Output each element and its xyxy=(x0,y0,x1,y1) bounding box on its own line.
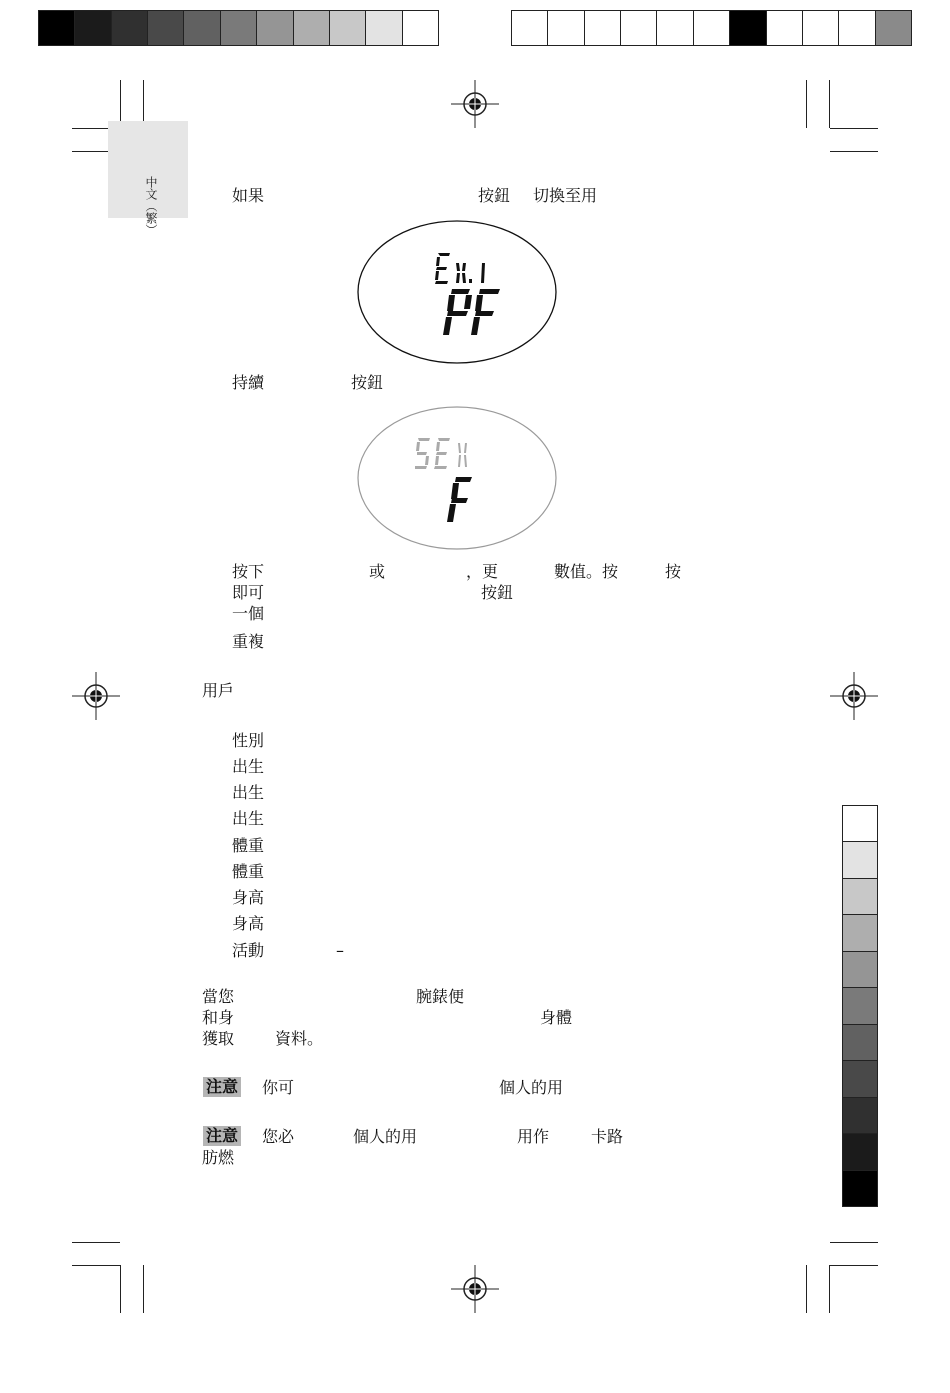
text-fragment: 持續 xyxy=(232,373,265,392)
color-swatch xyxy=(147,10,184,46)
language-tab-label: 中文（繁） xyxy=(144,176,158,236)
color-swatch xyxy=(402,10,439,46)
color-bar-top-right xyxy=(511,10,911,46)
color-swatch xyxy=(842,841,878,878)
text-fragment: 按鈕 xyxy=(481,583,514,602)
text-fragment: 即可 xyxy=(232,583,265,602)
list-item: 活動 xyxy=(232,941,265,960)
crop-line xyxy=(829,1265,830,1313)
text-fragment: 或 xyxy=(369,562,386,581)
text-fragment: 按 xyxy=(665,562,682,581)
text-fragment: 用作 xyxy=(517,1127,550,1146)
registration-mark-icon xyxy=(451,1265,499,1313)
color-swatch xyxy=(256,10,293,46)
color-swatch xyxy=(584,10,621,46)
crop-line xyxy=(143,1265,144,1313)
list-item: 出生 xyxy=(232,783,265,802)
color-swatch xyxy=(693,10,730,46)
color-swatch xyxy=(842,987,878,1024)
text-fragment: 按鈕 xyxy=(478,186,511,205)
lcd-display-sex-f xyxy=(356,405,558,553)
text-fragment: 當您 xyxy=(202,987,235,1006)
text-fragment: 肪燃 xyxy=(202,1148,235,1167)
text-fragment: 重複 xyxy=(232,632,265,651)
color-bar-top-left xyxy=(38,10,438,46)
crop-line xyxy=(806,80,807,128)
note-label: 注意 xyxy=(203,1126,241,1146)
color-swatch xyxy=(842,1170,878,1207)
text-fragment: 你可 xyxy=(262,1078,295,1097)
registration-mark-icon xyxy=(830,672,878,720)
crop-line xyxy=(806,1265,807,1313)
section-heading-user: 用戶 xyxy=(202,681,235,700)
crop-line xyxy=(830,151,878,152)
list-item: 出生 xyxy=(232,757,265,776)
color-swatch xyxy=(842,1060,878,1097)
text-fragment: 您必 xyxy=(262,1127,295,1146)
color-swatch xyxy=(38,10,75,46)
crop-line xyxy=(830,1242,878,1243)
note-label: 注意 xyxy=(203,1077,241,1097)
list-item: 體重 xyxy=(232,836,265,855)
text-fragment: 數值。按 xyxy=(554,562,619,581)
color-swatch xyxy=(74,10,111,46)
crop-line xyxy=(830,1265,878,1266)
text-fragment: 資料。 xyxy=(275,1029,324,1048)
crop-line xyxy=(72,1242,120,1243)
color-swatch xyxy=(729,10,766,46)
list-item-dash: – xyxy=(336,941,344,960)
crop-line xyxy=(830,128,878,129)
color-swatch xyxy=(329,10,366,46)
list-item: 體重 xyxy=(232,862,265,881)
color-swatch xyxy=(842,1097,878,1134)
color-swatch xyxy=(875,10,912,46)
lcd-display-exit-pf xyxy=(356,219,558,365)
text-fragment: 卡路 xyxy=(591,1127,624,1146)
color-swatch xyxy=(842,805,878,842)
color-swatch xyxy=(842,878,878,915)
color-swatch xyxy=(365,10,402,46)
list-item: 身高 xyxy=(232,914,265,933)
text-fragment: 個人的用 xyxy=(353,1127,418,1146)
color-swatch xyxy=(802,10,839,46)
crop-line xyxy=(72,1265,120,1266)
text-fragment: 按鈕 xyxy=(351,373,384,392)
color-swatch xyxy=(656,10,693,46)
text-fragment: 獲取 xyxy=(202,1029,235,1048)
registration-mark-icon xyxy=(72,672,120,720)
text-fragment: 切換至用 xyxy=(533,186,598,205)
list-item: 出生 xyxy=(232,809,265,828)
color-swatch xyxy=(547,10,584,46)
crop-line xyxy=(829,80,830,128)
list-item: 身高 xyxy=(232,888,265,907)
color-bar-right xyxy=(842,805,878,1206)
color-swatch xyxy=(842,1024,878,1061)
color-swatch xyxy=(842,951,878,988)
color-swatch xyxy=(842,1133,878,1170)
text-fragment: 和身 xyxy=(202,1008,235,1027)
text-fragment: 個人的用 xyxy=(499,1078,564,1097)
color-swatch xyxy=(220,10,257,46)
color-swatch xyxy=(766,10,803,46)
list-item: 性別 xyxy=(232,731,265,750)
text-fragment: ，更 xyxy=(466,562,499,581)
text-fragment: 如果 xyxy=(232,186,265,205)
registration-mark-icon xyxy=(451,80,499,128)
crop-line xyxy=(120,1265,121,1313)
color-swatch xyxy=(293,10,330,46)
color-swatch xyxy=(183,10,220,46)
text-fragment: 身體 xyxy=(540,1008,573,1027)
color-swatch xyxy=(842,914,878,951)
text-fragment: 按下 xyxy=(232,562,265,581)
color-swatch xyxy=(111,10,148,46)
text-fragment: 一個 xyxy=(232,604,265,623)
color-swatch xyxy=(838,10,875,46)
text-fragment: 腕錶便 xyxy=(416,987,465,1006)
color-swatch xyxy=(620,10,657,46)
color-swatch xyxy=(511,10,548,46)
